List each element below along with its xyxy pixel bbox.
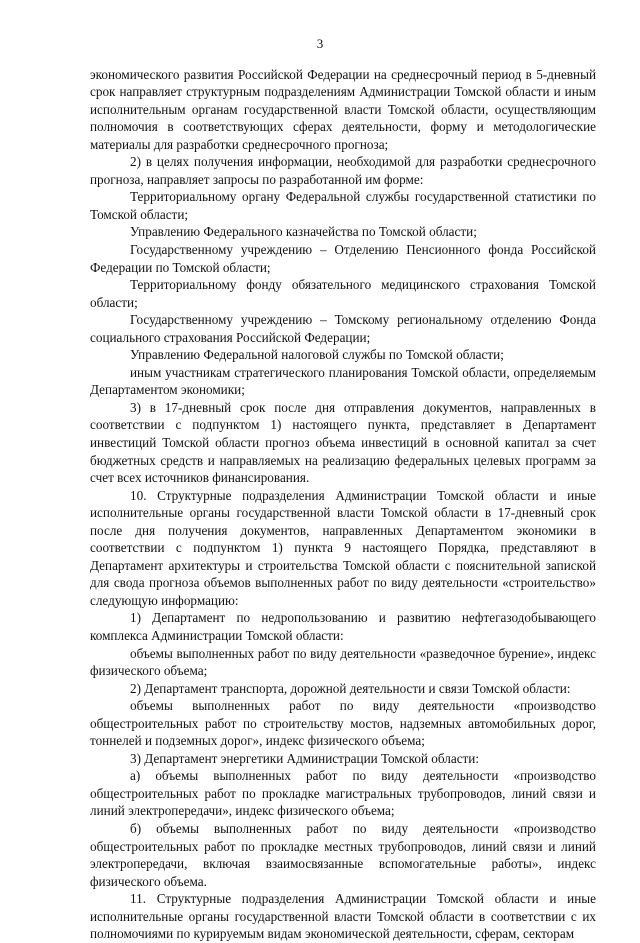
paragraph: 2) Департамент транспорта, дорожной деятельности и связи Томской области: bbox=[130, 680, 571, 696]
paragraph: 1) Департамент по недропользованию и развитию нефтегазодобывающего комплекса Администрации Томской области: bbox=[90, 610, 596, 643]
page-number: 3 bbox=[316, 36, 324, 51]
paragraph: 2) в целях получения информации, необходимой для разработки среднесрочного прогноза, направляет запросы по разработанной им форме: bbox=[90, 154, 596, 187]
paragraph-continuation: экономического развития Российской Федерации на среднесрочный период в 5-дневный срок направляет структурным подразделениям Администрации Томской области и иным исполнительным органам государственной власти Томской области, осуществляющим полномочия в соответствующих сферах деятельности, форму и методологические материалы для разработки среднесрочного прогноза; bbox=[90, 66, 596, 152]
paragraph: 11. Структурные подразделения Администрации Томской области и иные исполнительные органы государственной власти Томской области в соответствии с их полномочиями по курируемым видам экономической деятельности, сферам, секторам bbox=[90, 891, 596, 942]
paragraph: Территориальному фонду обязательного медицинского страхования Томской области; bbox=[90, 277, 596, 310]
paragraph: а) объемы выполненных работ по виду деятельности «производство общестроительных работ по прокладке магистральных трубопроводов, линий связи и линий электропередачи», индекс физического объема; bbox=[90, 768, 596, 819]
paragraph: Территориальному органу Федеральной службы государственной статистики по Томской области; bbox=[90, 189, 596, 222]
paragraph: б) объемы выполненных работ по виду деятельности «производство общестроительных работ по прокладке местных трубопроводов, линий связи и линий электропередачи, включая взаимосвязанные вспомогательные работы», индекс физического объема. bbox=[90, 821, 596, 889]
document-body bbox=[90, 66, 596, 943]
paragraph: объемы выполненных работ по виду деятельности «производство общестроительных работ по строительству мостов, надземных автомобильных дорог, тоннелей и подземных дорог», индекс физического объема; bbox=[90, 698, 596, 749]
paragraph: Государственному учреждению – Отделению Пенсионного фонда Российской Федерации по Томской области; bbox=[90, 241, 596, 275]
paragraph: объемы выполненных работ по виду деятельности «разведочное бурение», индекс физического объема; bbox=[90, 645, 596, 679]
paragraph: Государственному учреждению – Томскому региональному отделению Фонда социального страхования Российской Федерации; bbox=[90, 312, 596, 345]
paragraph: Управлению Федеральной налоговой службы по Томской области; bbox=[130, 347, 504, 363]
paragraph: 3) в 17-дневный срок после дня отправления документов, направленных в соответствии с подпунктом 1) настоящего пункта, представляет в Департамент инвестиций Томской области прогноз объема инвестиций в основной капитал за счет бюджетных средств и направляемых на реализацию федеральных целевых программ за счет всех источников финансирования. bbox=[90, 399, 596, 486]
paragraph: Управлению Федерального казначейства по Томской области; bbox=[130, 224, 477, 240]
paragraph: 10. Структурные подразделения Администрации Томской области и иные исполнительные органы государственной власти Томской области в 17-дневный срок после дня получения документов, направленных Департаментом экономики в соответствии с подпунктом 1) пункта 9 настоящего Порядка, представляют в Департамент архитектуры и строительства Томской области с пояснительной запиской для свода прогноза объемов выполненных работ по виду деятельности «строительство» следующую информацию: bbox=[90, 487, 596, 608]
paragraph: иным участникам стратегического планирования Томской области, определяемым Департаментом экономики; bbox=[90, 364, 596, 398]
paragraph: 3) Департамент энергетики Администрации Томской области: bbox=[130, 750, 480, 766]
